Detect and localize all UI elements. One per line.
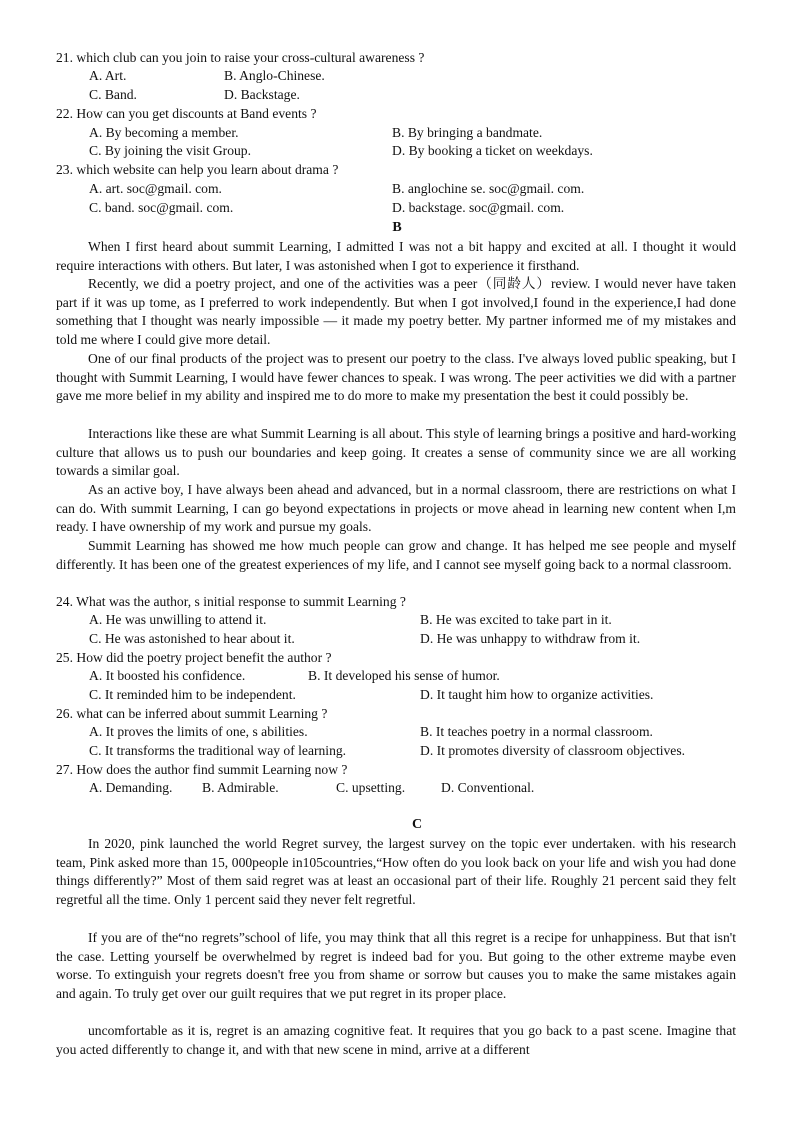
question-26-stem: 26. what can be inferred about summit Learning ? (56, 706, 328, 721)
question-26-option-b: B. It teaches poetry in a normal classroom. (420, 724, 653, 739)
section-c-paragraph-2: If you are of the“no regrets”school of life, you may think that all this regret is a recipe for unhappiness. But that isn't the case. Letting yourself be overwhelmed by regret is indeed bad for you. But going to the other extreme maybe even worse. To extinguish your regrets doesn't free you from shame or sorrow but causes you to make the same mistakes again and again. To truly get over our guilt requires that we put regret in its proper place. (56, 930, 736, 1002)
question-21-option-b: B. Anglo-Chinese. (224, 68, 325, 83)
section-b-paragraph-1: When I first heard about summit Learning, I admitted I was not a bit happy and excited at all. I thought it would require interactions with others. But later, I was astonished when I got to experience it firsthand. (56, 239, 736, 273)
question-23-option-d: D. backstage. soc@gmail. com. (392, 200, 565, 215)
section-b-paragraph-6: Summit Learning has showed me how much people can grow and change. It has helped me see people and myself differently. It has been one of the greatest experiences of my life, and I cannot see myself going back to a normal classroom. (56, 538, 736, 572)
question-26-option-c: C. It transforms the traditional way of learning. (89, 743, 347, 758)
question-22-option-b: B. By bringing a bandmate. (392, 125, 543, 140)
question-24-stem: 24. What was the author, s initial response to summit Learning ? (56, 594, 406, 609)
question-22-option-d: D. By booking a ticket on weekdays. (392, 143, 593, 158)
section-c-paragraph-1: In 2020, pink launched the world Regret survey, the largest survey on the topic ever undertaken. with his research team, Pink asked more than 15, 000people in105countries,“How often do you look back on your life and wish you had done things differently?” Most of them said regret was at least an occasional part of their life. Roughly 21 percent said they felt regretful all the time. Only 1 percent said they never felt regretful. (56, 836, 736, 908)
section-b-paragraph-4: Interactions like these are what Summit Learning is all about. This style of learning brings a positive and hard-working culture that allows us to push our boundaries and keep going. It creates a sense of community since we are all working towards a similar goal. (56, 426, 736, 479)
question-24-option-d: D. He was unhappy to withdraw from it. (420, 631, 641, 646)
question-24-option-a: A. He was unwilling to attend it. (89, 612, 267, 627)
question-24-option-c: C. He was astonished to hear about it. (89, 631, 295, 646)
question-25-option-d: D. It taught him how to organize activities. (420, 687, 654, 702)
question-24-option-b: B. He was excited to take part in it. (420, 612, 612, 627)
question-22-option-c: C. By joining the visit Group. (89, 143, 251, 158)
section-b-paragraph-3: One of our final products of the project was to present our poetry to the class. I've always loved public speaking, but I thought with Summit Learning, I would have fewer chances to speak. I was wrong. The peer activities we did with a partner gave me more belief in my ability and inspired me to do more to make my presentation the best it could possibly be. (56, 351, 736, 404)
question-22-stem: 22. How can you get discounts at Band events ? (56, 106, 317, 121)
question-25-option-c: C. It reminded him to be independent. (89, 687, 296, 702)
question-27-option-b: B. Admirable. (202, 780, 279, 795)
question-25-stem: 25. How did the poetry project benefit the author ? (56, 650, 332, 665)
section-c-paragraph-3: uncomfortable as it is, regret is an amazing cognitive feat. It requires that you go back to a past scene. Imagine that you acted differently to change it, and with that new scene in mind, arrive at a different (56, 1023, 736, 1057)
question-21-option-c: C. Band. (89, 87, 137, 102)
question-22-option-a: A. By becoming a member. (89, 125, 239, 140)
section-b-paragraph-2: Recently, we did a poetry project, and one of the activities was a peer（同龄人）review. I would never have taken part if it was up tome, as I preferred to work independently. But when I got involved,I found in the experience,I had done something that I thought was nearly impossible — it made my poetry better. My partner informed me of my mistakes and told me where I could give more detail. (56, 276, 736, 348)
question-23-option-b: B. anglochine se. soc@gmail. com. (392, 181, 585, 196)
question-26-option-a: A. It proves the limits of one, s abilities. (89, 724, 308, 739)
question-21-option-d: D. Backstage. (224, 87, 300, 102)
section-c-heading: C (411, 817, 423, 832)
question-25-option-a: A. It boosted his confidence. (89, 668, 246, 683)
question-26-option-d: D. It promotes diversity of classroom objectives. (420, 743, 686, 758)
question-25-option-b: B. It developed his sense of humor. (308, 668, 500, 683)
question-27-option-c: C. upsetting. (336, 780, 406, 795)
question-27-option-a: A. Demanding. (89, 780, 173, 795)
section-b-paragraph-5: As an active boy, I have always been ahead and advanced, but in a normal classroom, there are restrictions on what I can do. With summit Learning, I can go beyond expectations in projects or move ahead in learning new content when I,m ready. I have ownership of my work and pursue my goals. (56, 482, 736, 535)
question-21-stem: 21. which club can you join to raise your cross-cultural awareness ? (56, 50, 425, 65)
section-b-heading: B (392, 220, 402, 235)
question-23-option-a: A. art. soc@gmail. com. (89, 181, 222, 196)
question-27-option-d: D. Conventional. (441, 780, 535, 795)
question-23-option-c: C. band. soc@gmail. com. (89, 200, 234, 215)
question-21-option-a: A. Art. (89, 68, 127, 83)
question-23-stem: 23. which website can help you learn about drama ? (56, 162, 339, 177)
question-27-stem: 27. How does the author find summit Learning now ? (56, 762, 348, 777)
